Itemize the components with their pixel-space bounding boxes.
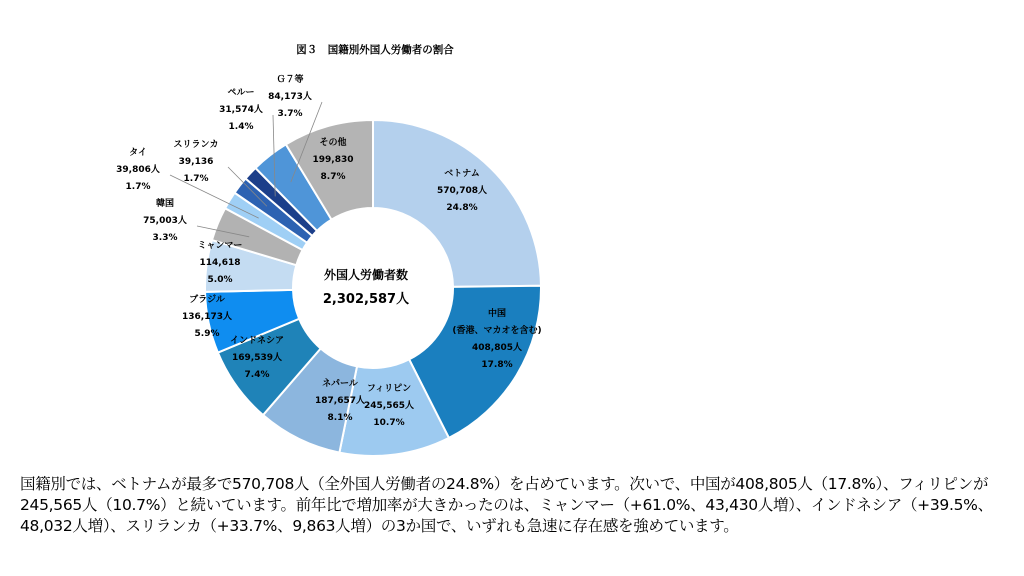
slice-label-2: フィリピン 245,565人 10.7%: [364, 384, 414, 428]
slice-label-10: ペルー 31,574人 1.4%: [219, 88, 263, 132]
slice-label-6: ミャンマー 114,618 5.0%: [197, 241, 243, 285]
caption-text: 国籍別では、ベトナムが最多で570,708人（全外国人労働者の24.8%）を占めています。次いで、中国が408,805人（17.8%）、フィリピンが245,565人（10.7%）と続いています。前年比で増加率が大きかったのは、ミャンマー（+61.0%、43,430人増）、インドネシア（+39.5%、48,032人増）、スリランカ（+33.7%、9,863人増）の3か国で、いずれも急速に存在感を強めています。: [20, 475, 993, 535]
slice-label-11: Ｇ７等 84,173人 3.7%: [268, 75, 312, 119]
slice-label-4: インドネシア 169,539人 7.4%: [230, 336, 284, 380]
slice-label-1: 中国(香港、マカオを含む) 408,805人 17.8%: [452, 309, 542, 370]
slice-label-3: ネパール 187,657人 8.1%: [315, 379, 365, 423]
slice-label-12: その他 199,830 8.7%: [312, 138, 354, 182]
slice-label-9: スリランカ 39,136 1.7%: [173, 140, 219, 184]
center-label-title: 外国人労働者数: [323, 268, 409, 282]
center-label-total: 2,302,587人: [322, 292, 410, 307]
slice-label-5: ブラジル 136,173人 5.9%: [182, 295, 232, 339]
slice-label-8: タイ 39,806人 1.7%: [116, 148, 160, 192]
chart-title: 図３ 国籍別外国人労働者の割合: [296, 44, 454, 56]
slice-label-0: ベトナム 570,708人 24.8%: [437, 169, 487, 213]
slice-label-7: 韓国 75,003人 3.3%: [143, 199, 187, 243]
